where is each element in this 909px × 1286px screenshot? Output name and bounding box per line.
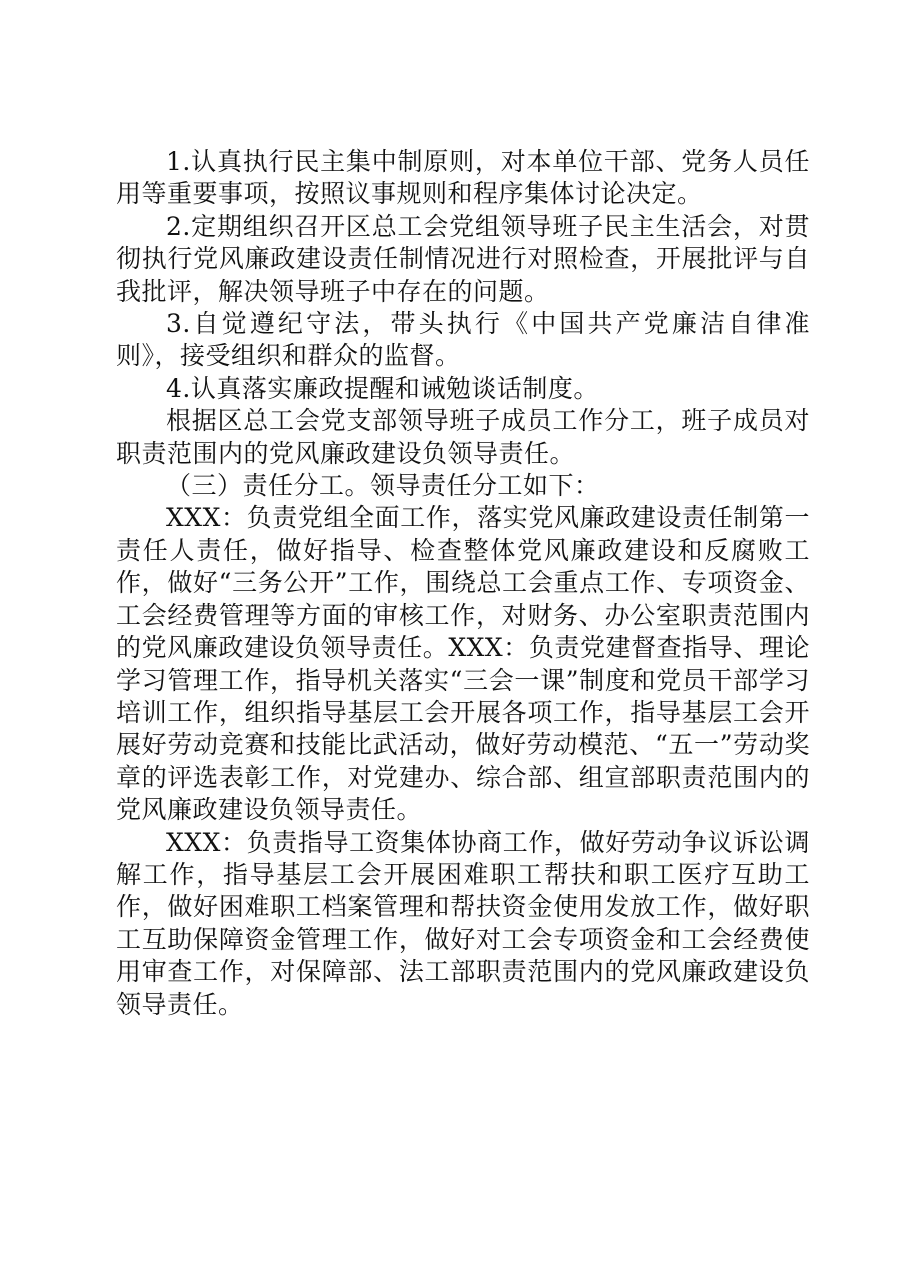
- paragraph-item-4: 4.认真落实廉政提醒和诫勉谈话制度。: [166, 373, 599, 403]
- paragraph-leader-duties-1: XXX：负责党组全面工作，落实党风廉政建设责任制第一责任人责任，做好指导、检查整体党风廉政建设和反腐败工作，做好“三务公开”工作，围绕总工会重点工作、专项资金、工会经费管理等方面的审核工作，对财务、办公室职责范围内的党风廉政建设负领导责任。XXX：负责党建督查指导、理论学习管理工作，指导机关落实“三会一课”制度和党员干部学习培训工作，组织指导基层工会开展各项工作，指导基层工会开展好劳动竞赛和技能比武活动，做好劳动模范、“五一”劳动奖章的评选表彰工作，对党建办、综合部、组宣部职责范围内的党风廉政建设负领导责任。: [116, 503, 810, 825]
- section-heading-responsibility-division: （三）责任分工。领导责任分工如下：: [166, 471, 600, 501]
- document-body: [116, 146, 810, 1021]
- paragraph-item-1: 1.认真执行民主集中制原则，对本单位干部、党务人员任用等重要事项，按照议事规则和程序集体讨论决定。: [116, 147, 810, 209]
- paragraph-item-2: 2.定期组织召开区总工会党组领导班子民主生活会，对贯彻执行党风廉政建设责任制情况进行对照检查，开展批评与自我批评，解决领导班子中存在的问题。: [116, 211, 810, 306]
- paragraph-leader-duties-2: XXX：负责指导工资集体协商工作，做好劳动争议诉讼调解工作，指导基层工会开展困难职工帮扶和职工医疗互助工作，做好困难职工档案管理和帮扶资金使用发放工作，做好职工互助保障资金管理工作，做好对工会专项资金和工会经费使用审查工作，对保障部、法工部职责范围内的党风廉政建设负领导责任。: [116, 827, 810, 1019]
- paragraph-responsibility-intro: 根据区总工会党支部领导班子成员工作分工，班子成员对职责范围内的党风廉政建设负领导责任。: [116, 406, 810, 468]
- paragraph-item-3: 3.自觉遵纪守法，带头执行《中国共产党廉洁自律准则》，接受组织和群众的监督。: [116, 309, 810, 371]
